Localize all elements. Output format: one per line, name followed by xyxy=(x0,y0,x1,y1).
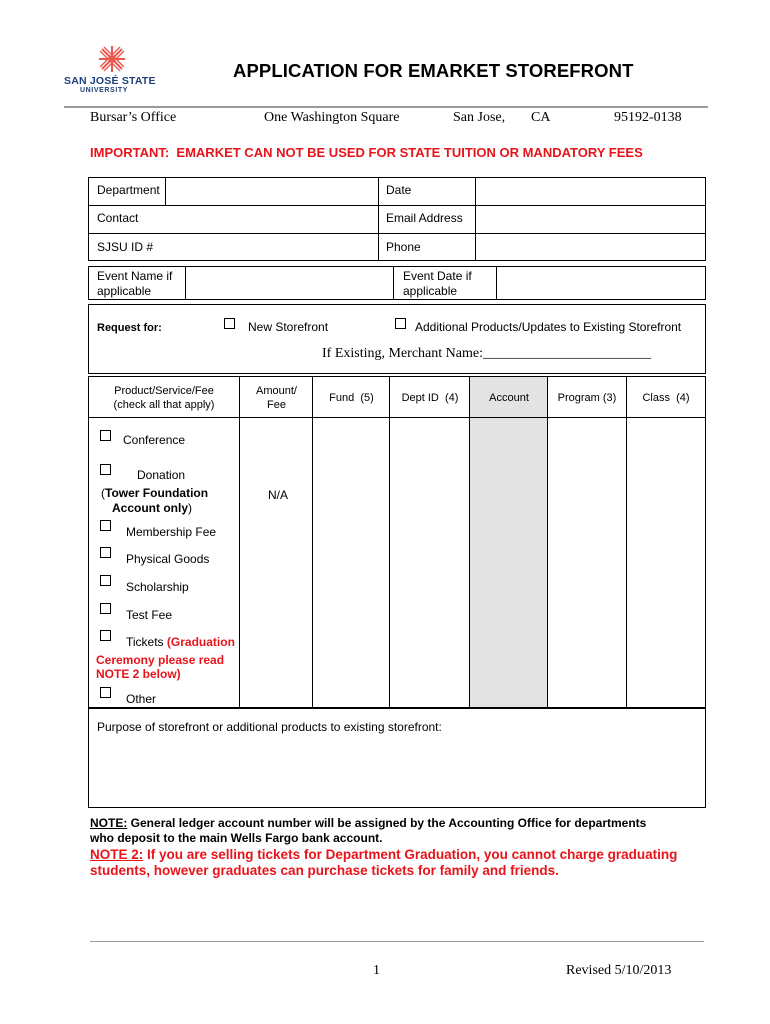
scholarship-label: Scholarship xyxy=(126,580,189,594)
event-date-field[interactable] xyxy=(498,267,704,299)
event-date-label-1: Event Date if xyxy=(403,269,472,283)
page-number: 1 xyxy=(373,963,380,978)
date-label: Date xyxy=(386,183,412,197)
donation-note-1: (Tower Foundation xyxy=(101,486,209,500)
other-checkbox[interactable] xyxy=(100,687,111,698)
tickets-note-2: Ceremony please read xyxy=(96,653,225,667)
donation-note-2: Account only) xyxy=(112,501,193,515)
col-amount-1: Amount/ xyxy=(256,385,297,397)
note-2: NOTE 2: If you are selling tickets for Department Graduation, you cannot charge graduating students, however graduates can purchase tickets for family and friends. xyxy=(90,847,678,878)
col-product-2: (check all that apply) xyxy=(113,399,215,411)
note-1: NOTE: General ledger account number will be assigned by the Accounting Office for departments who deposit to the main Wells Fargo bank account. xyxy=(90,816,647,845)
col-class: Class (4) xyxy=(642,392,690,404)
date-field[interactable] xyxy=(476,178,704,204)
membership-checkbox[interactable] xyxy=(100,520,111,531)
email-label: Email Address xyxy=(386,211,463,225)
department-field[interactable] xyxy=(166,178,376,204)
new-storefront-label: New Storefront xyxy=(248,320,329,334)
test-fee-checkbox[interactable] xyxy=(100,603,111,614)
header-rule xyxy=(64,106,708,108)
street-address: One Washington Square xyxy=(264,110,400,125)
col-product-1: Product/Service/Fee xyxy=(114,385,214,397)
merchant-name-line: If Existing, Merchant Name:________________________ xyxy=(322,346,651,361)
logo-line-1: SAN JOSÉ STATE xyxy=(64,75,156,87)
test-fee-label: Test Fee xyxy=(126,608,173,622)
new-storefront-checkbox[interactable] xyxy=(224,318,235,329)
existing-storefront-checkbox[interactable] xyxy=(395,318,406,329)
phone-label: Phone xyxy=(386,240,421,254)
request-box xyxy=(88,304,706,374)
phone-field[interactable] xyxy=(476,234,704,260)
existing-storefront-label: Additional Products/Updates to Existing Storefront xyxy=(415,320,682,334)
physical-goods-checkbox[interactable] xyxy=(100,547,111,558)
event-date-label-2: applicable xyxy=(403,284,458,298)
office-name: Bursar’s Office xyxy=(90,110,177,125)
important-notice: IMPORTANT: EMARKET CAN NOT BE USED FOR STATE TUITION OR MANDATORY FEES xyxy=(90,145,643,160)
col-dept-id: Dept ID (4) xyxy=(401,392,459,404)
physical-goods-label: Physical Goods xyxy=(126,552,210,566)
event-name-field[interactable] xyxy=(187,267,391,299)
footer-rule xyxy=(90,941,704,942)
col-amount-2: Fee xyxy=(267,399,286,411)
sjsu-id-field[interactable] xyxy=(166,234,376,260)
tickets-note-3: NOTE 2 below) xyxy=(96,667,181,681)
sjsu-seal-icon xyxy=(64,44,160,74)
page-title: APPLICATION FOR EMARKET STOREFRONT xyxy=(233,60,634,81)
tickets-checkbox[interactable] xyxy=(100,630,111,641)
event-name-label-1: Event Name if xyxy=(97,269,173,283)
email-field[interactable] xyxy=(476,206,704,232)
donation-checkbox[interactable] xyxy=(100,464,111,475)
sjsu-logo xyxy=(64,44,160,94)
purpose-label: Purpose of storefront or additional products to existing storefront: xyxy=(97,720,442,734)
revised-date: Revised 5/10/2013 xyxy=(566,963,672,978)
state: CA xyxy=(531,110,551,125)
donation-amount: N/A xyxy=(268,488,289,502)
col-program: Program (3) xyxy=(557,392,617,404)
city: San Jose, xyxy=(453,110,506,125)
sjsu-id-label: SJSU ID # xyxy=(97,240,154,254)
other-label: Other xyxy=(126,692,157,706)
event-name-label-2: applicable xyxy=(97,284,152,298)
contact-field[interactable] xyxy=(166,206,376,232)
membership-label: Membership Fee xyxy=(126,525,217,539)
donation-label: Donation xyxy=(137,468,186,482)
zip-code: 95192-0138 xyxy=(614,110,682,125)
department-label: Department xyxy=(97,183,160,197)
request-label: Request for: xyxy=(97,322,162,334)
contact-label: Contact xyxy=(97,211,139,225)
col-fund: Fund (5) xyxy=(329,392,374,404)
tickets-label: Tickets (Graduation xyxy=(126,635,235,649)
conference-checkbox[interactable] xyxy=(100,430,111,441)
scholarship-checkbox[interactable] xyxy=(100,575,111,586)
logo-line-2: UNIVERSITY xyxy=(80,87,129,94)
conference-label: Conference xyxy=(123,433,186,447)
col-account: Account xyxy=(489,392,529,404)
